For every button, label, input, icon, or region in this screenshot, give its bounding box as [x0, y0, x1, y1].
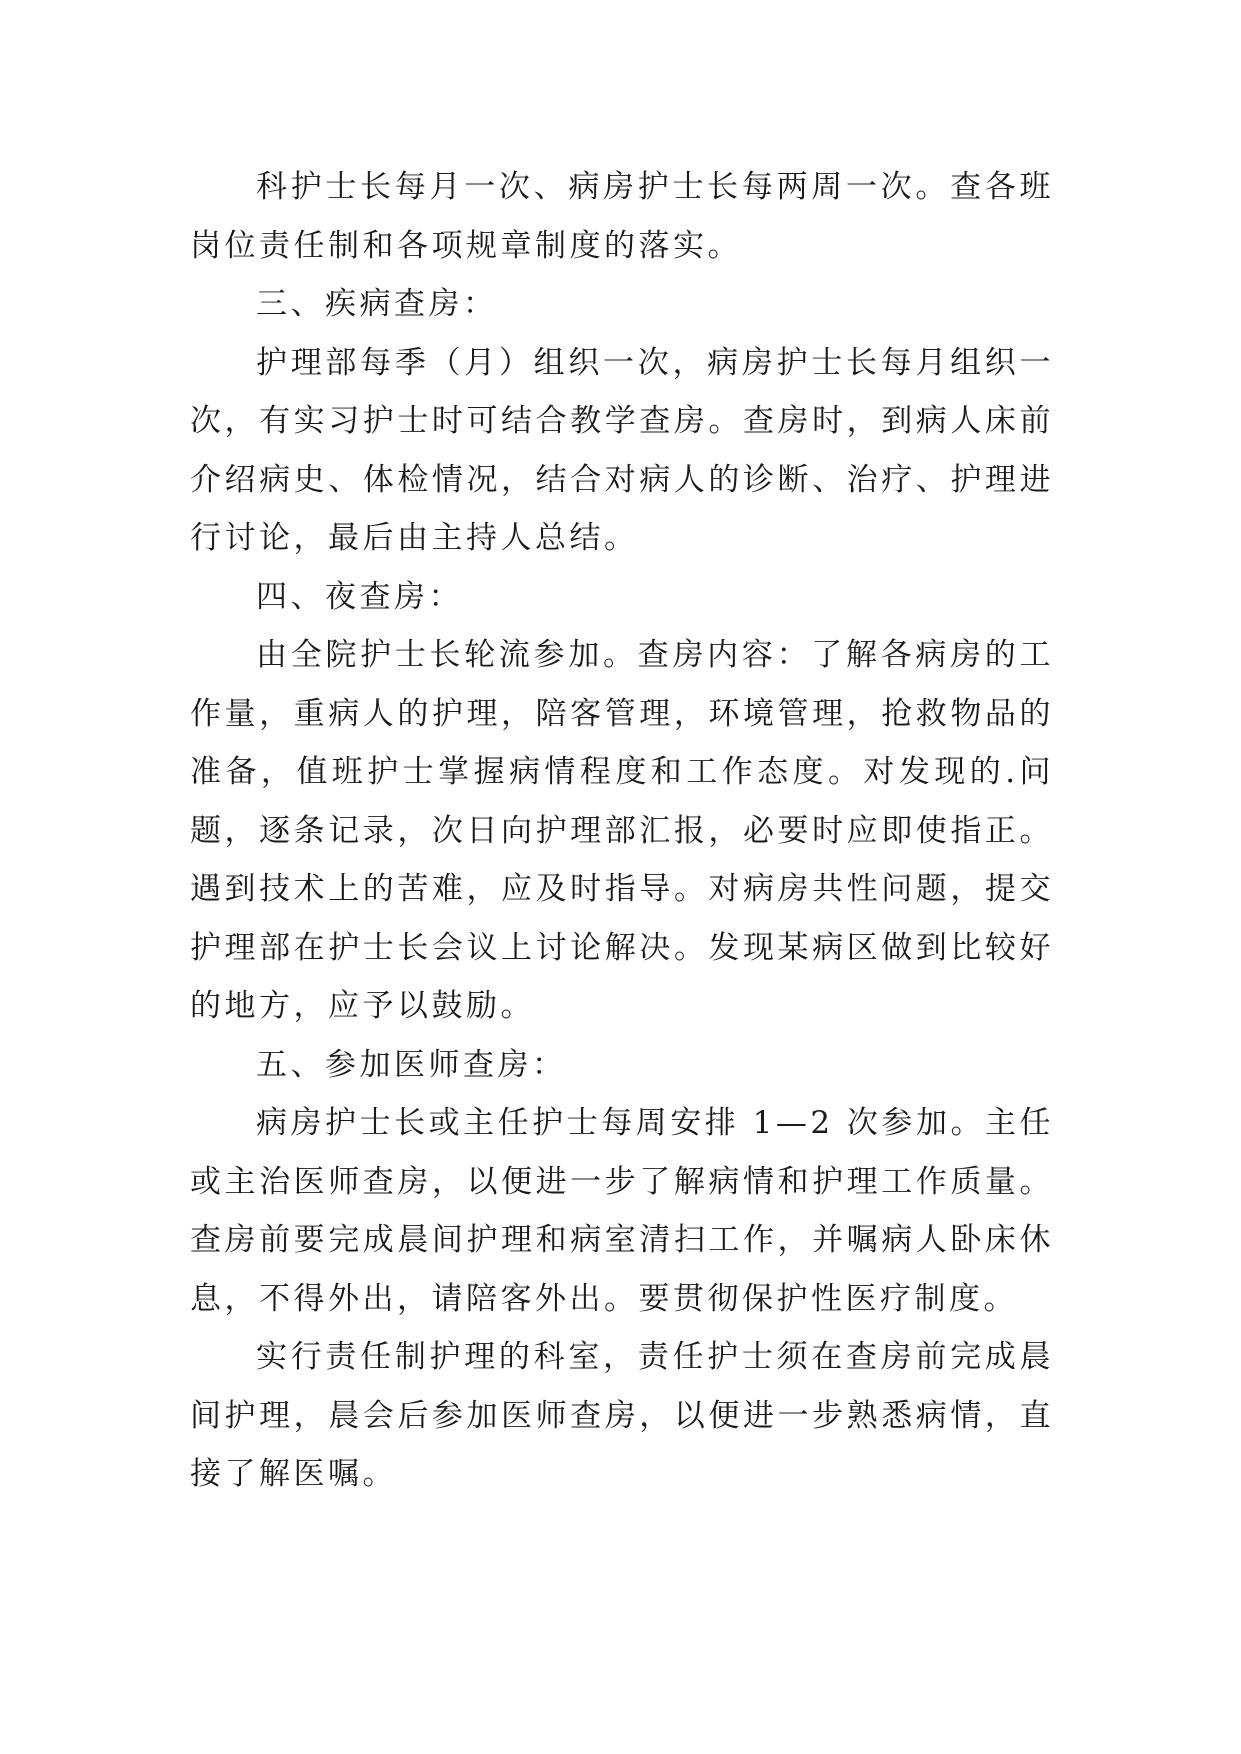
paragraph-physician-rounds: 病房护士长或主任护士每周安排 1—2 次参加。主任或主治医师查房，以便进一步了解病情和护理工作质量。查房前要完成晨间护理和病室清扫工作，并嘱病人卧床休息，不得外出，请陪客外出。要贯彻保护性医疗制度。 [190, 1105, 1054, 1317]
paragraph-responsibility-nursing: 实行责任制护理的科室，责任护士须在查房前完成晨间护理，晨会后参加医师查房，以便进一步熟悉病情，直接了解医嘱。 [190, 1339, 1054, 1492]
paragraph-night-rounds: 由全院护士长轮流参加。查房内容：了解各病房的工作量，重病人的护理，陪客管理，环境管理，抢救物品的准备，值班护士掌握病情程度和工作态度。对发现的.问题，逐条记录，次日向护理部汇报，必要时应即使指正。遇到技术上的苦难，应及时指导。对病房共性问题，提交护理部在护士长会议上讨论解决。发现某病区做到比较好的地方，应予以鼓励。 [190, 637, 1054, 1024]
paragraph-rounds-frequency: 科护士长每月一次、病房护士长每两周一次。查各班岗位责任制和各项规章制度的落实。 [190, 169, 1054, 264]
section-heading-night-rounds: 四、夜查房： [256, 578, 463, 615]
section-heading-physician-rounds: 五、参加医师查房： [256, 1046, 567, 1083]
paragraph-disease-rounds: 护理部每季（月）组织一次，病房护士长每月组织一次，有实习护士时可结合教学查房。查房时，到病人床前介绍病史、体检情况，结合对病人的诊断、治疗、护理进行讨论，最后由主持人总结。 [190, 344, 1054, 556]
document-body [190, 158, 1054, 1504]
section-heading-disease-rounds: 三、疾病查房： [256, 286, 498, 322]
